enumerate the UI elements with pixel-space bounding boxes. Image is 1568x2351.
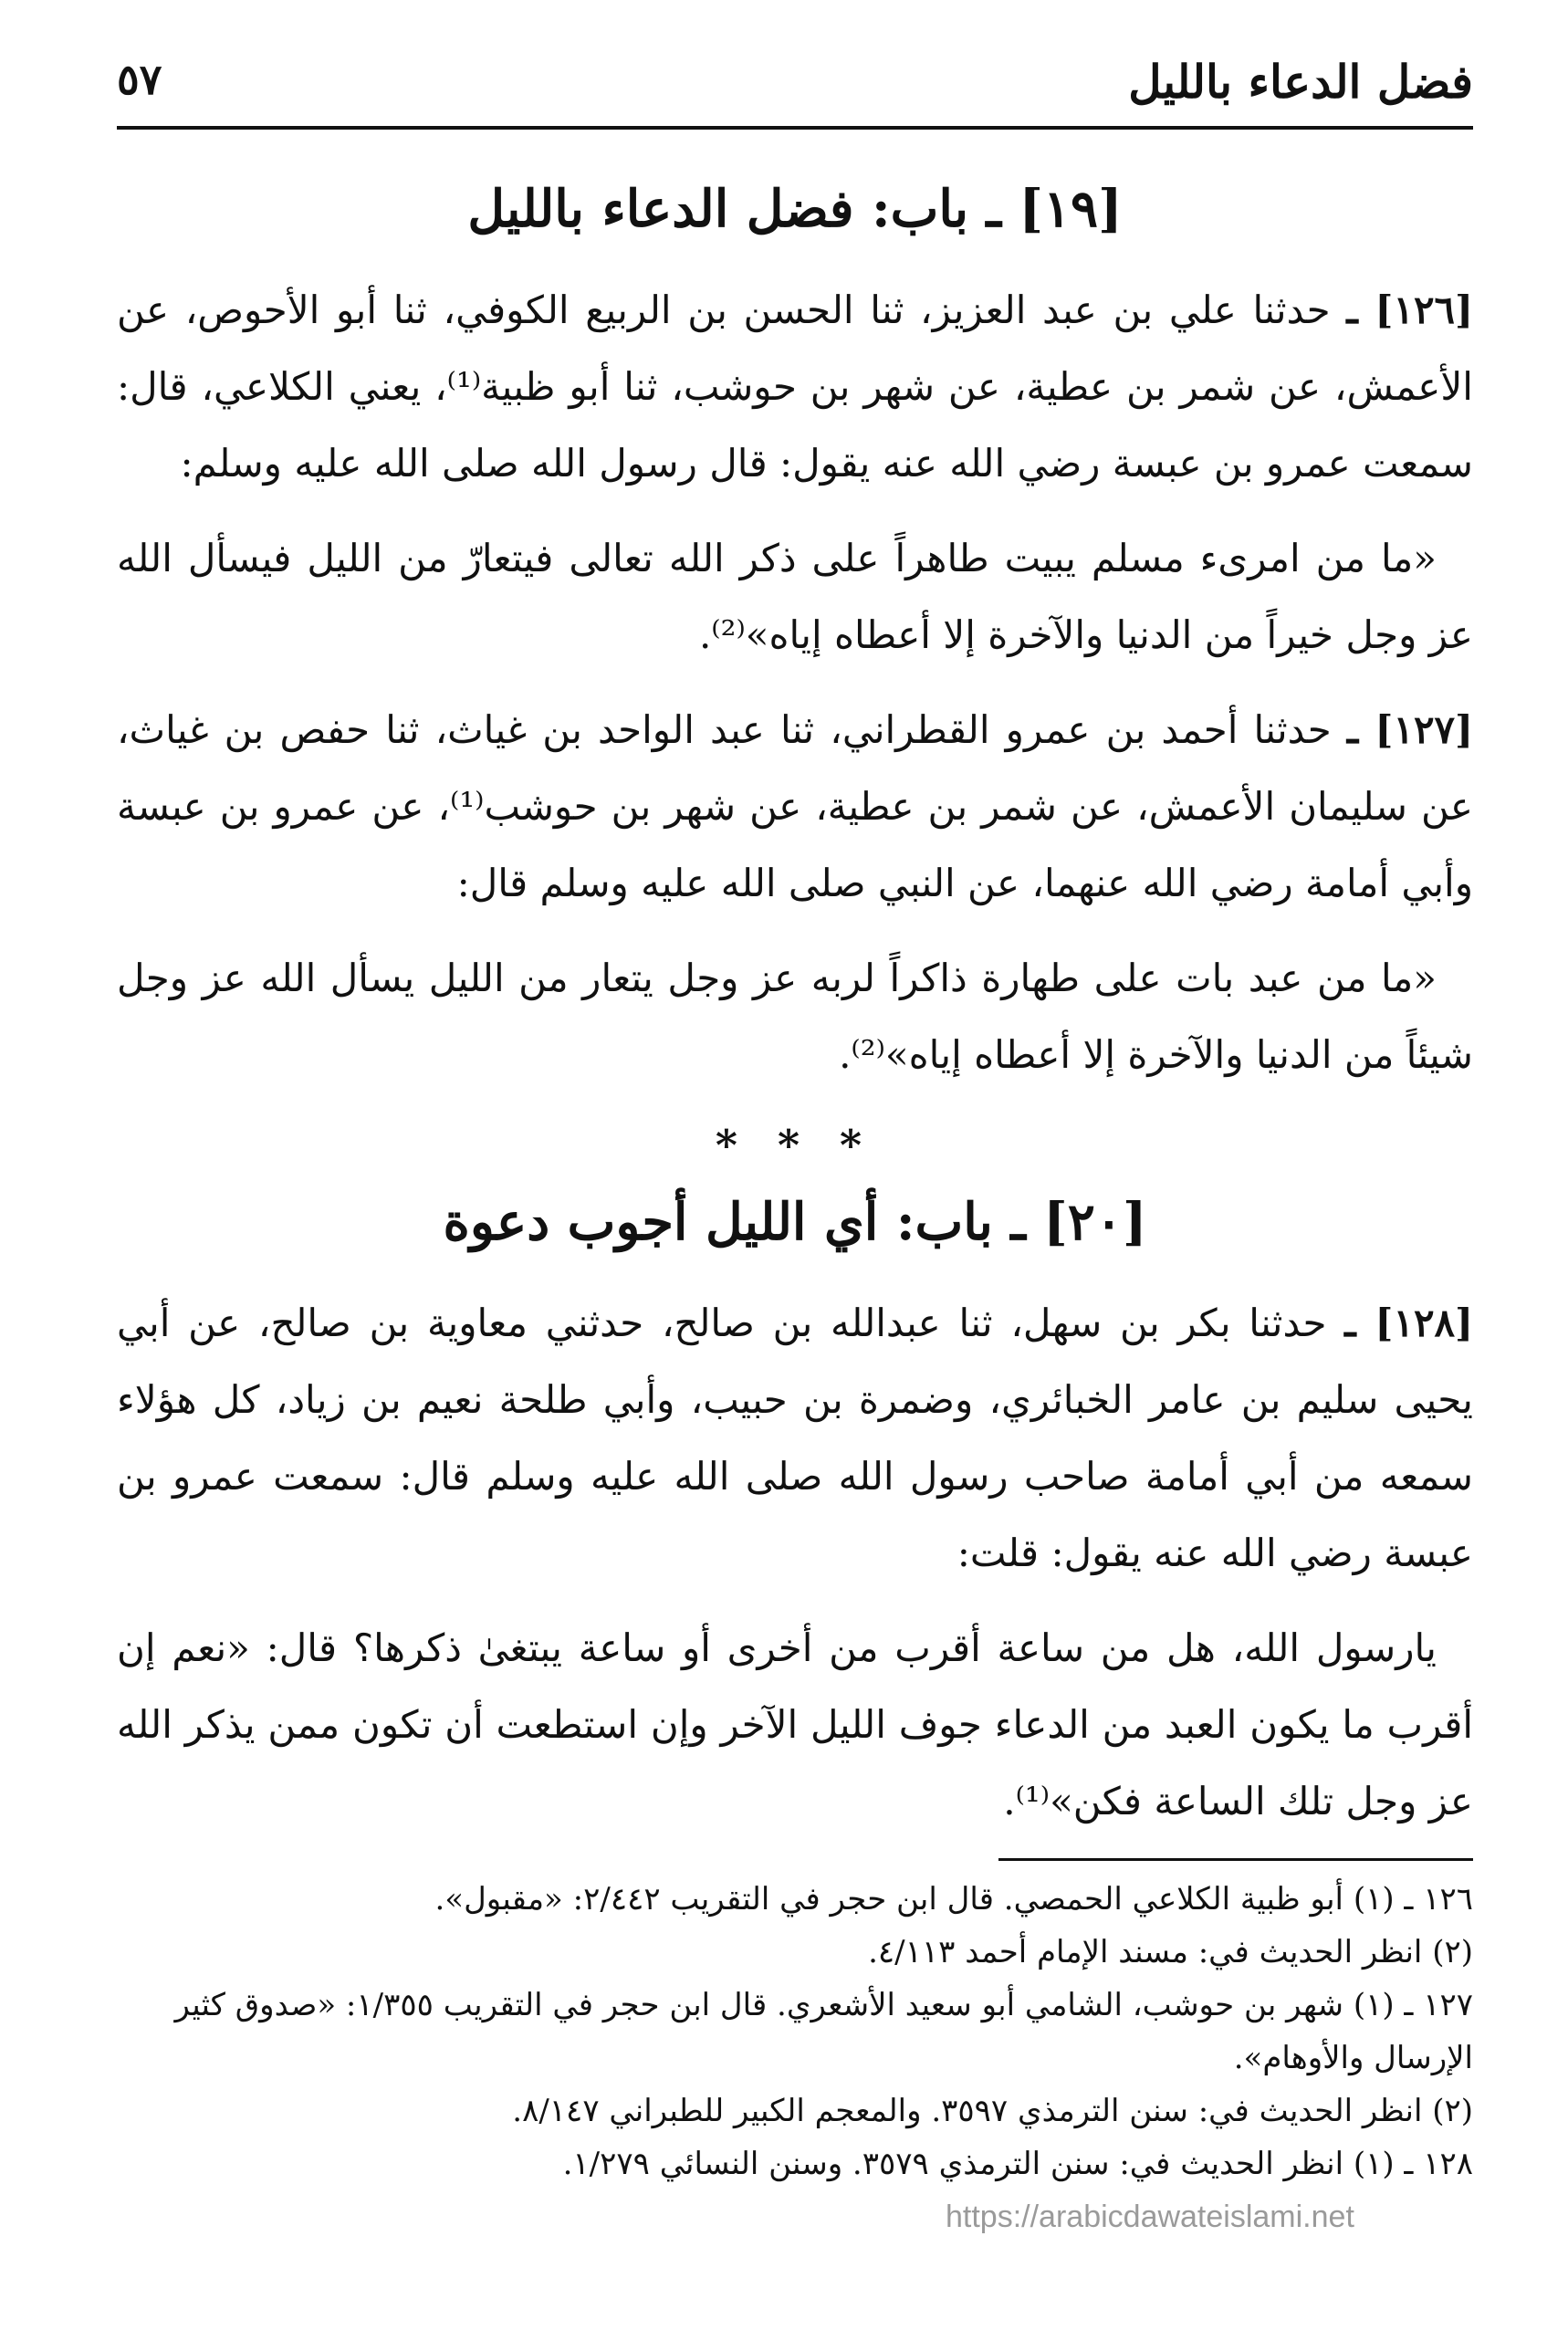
footnote-126-2: (٢) انظر الحديث في: مسند الإمام أحمد ٤/١١٣. [868, 1934, 1473, 1970]
hadith-127 [117, 692, 1473, 922]
footnote-127-1-continued: الإرسال والأوهام». [1233, 2040, 1473, 2076]
hadith-text: حدثنا أحمد بن عمرو القطراني، ثنا عبد الواحد بن غياث، ثنا حفص بن غياث، عن سليمان الأعمش، عن شمر بن عطية، عن شهر بن حوشب⁽¹⁾، عن عمرو بن عبسة وأبي أمامة رضي الله عنهما، عن النبي صلى الله عليه وسلم قال: [117, 707, 1473, 905]
page-number: ٥٧ [117, 55, 162, 104]
footnote-126-1: ١٢٦ ـ (١) أبو ظبية الكلاعي الحمصي. قال ابن حجر في التقريب ٢/٤٤٢: «مقبول». [434, 1881, 1473, 1917]
main-text [117, 157, 1473, 1858]
hadith-number: [١٢٧] ـ [1346, 707, 1473, 752]
footnote-128-1: ١٢٨ ـ (١) انظر الحديث في: سنن الترمذي ٣٥٧٩. وسنن النسائي ١/٢٧٩. [562, 2146, 1473, 2182]
watermark-url: https://arabicdawateislami.net [946, 2199, 1354, 2234]
header-divider [117, 126, 1473, 130]
hadith-126 [117, 272, 1473, 502]
chapter-19-title: [١٩] ـ باب: فضل الدعاء بالليل [467, 179, 1123, 239]
footnotes [117, 1873, 1473, 2190]
hadith-127-quote: «ما من عبد بات على طهارة ذاكراً لربه عز وجل يتعار من الليل يسأل الله عز وجل شيئاً من الدنيا والآخرة إلا أعطاه إياه»⁽²⁾. [117, 956, 1473, 1077]
footnote-127-2: (٢) انظر الحديث في: سنن الترمذي ٣٥٩٧. والمعجم الكبير للطبراني ٨/١٤٧. [512, 2093, 1473, 2129]
running-title: فضل الدعاء بالليل [1128, 55, 1473, 109]
page-header [117, 51, 1473, 124]
hadith-number: [١٢٦] ـ [1346, 287, 1473, 332]
footnote-divider [998, 1858, 1473, 1861]
footnote-127-1: ١٢٧ ـ (١) شهر بن حوشب، الشامي أبو سعيد الأشعري. قال ابن حجر في التقريب ١/٣٥٥: «صدوق كثير [174, 1987, 1473, 2023]
hadith-126-quote: «ما من امرىء مسلم يبيت طاهراً على ذكر الله تعالى فيتعارّ من الليل فيسأل الله عز وجل خيراً من الدنيا والآخرة إلا أعطاه إياه»⁽²⁾. [117, 536, 1473, 657]
hadith-text: حدثنا بكر بن سهل، ثنا عبدالله بن صالح، حدثني معاوية بن صالح، عن أبي يحيى سليم بن عامر الخبائري، وضمرة بن حبيب، وأبي طلحة نعيم بن زياد، كل هؤلاء سمعه من أبي أمامة صاحب رسول الله صلى الله عليه وسلم قال: سمعت عمرو بن عبسة رضي الله عنه يقول: قلت: [117, 1301, 1473, 1575]
section-separator: * * * [715, 1121, 875, 1170]
hadith-128-quote: يارسول الله، هل من ساعة أقرب من أخرى أو ساعة يبتغىٰ ذكرها؟ قال: «نعم إن أقرب ما يكون العبد من الدعاء جوف الليل الآخر وإن استطعت أن تكون ممن يذكر الله عز وجل تلك الساعة فكن»⁽¹⁾. [117, 1625, 1473, 1823]
hadith-number: [١٢٨] ـ [1344, 1301, 1473, 1345]
chapter-20-title: [٢٠] ـ باب: أي الليل أجوب دعوة [443, 1192, 1147, 1252]
hadith-text: حدثنا علي بن عبد العزيز، ثنا الحسن بن الربيع الكوفي، ثنا أبو الأحوص، عن الأعمش، عن شمر بن عطية، عن شهر بن حوشب، ثنا أبو ظبية⁽¹⁾، يعني الكلاعي، قال: سمعت عمرو بن عبسة رضي الله عنه يقول: قال رسول الله صلى الله عليه وسلم: [117, 287, 1473, 486]
hadith-128 [117, 1285, 1473, 1592]
